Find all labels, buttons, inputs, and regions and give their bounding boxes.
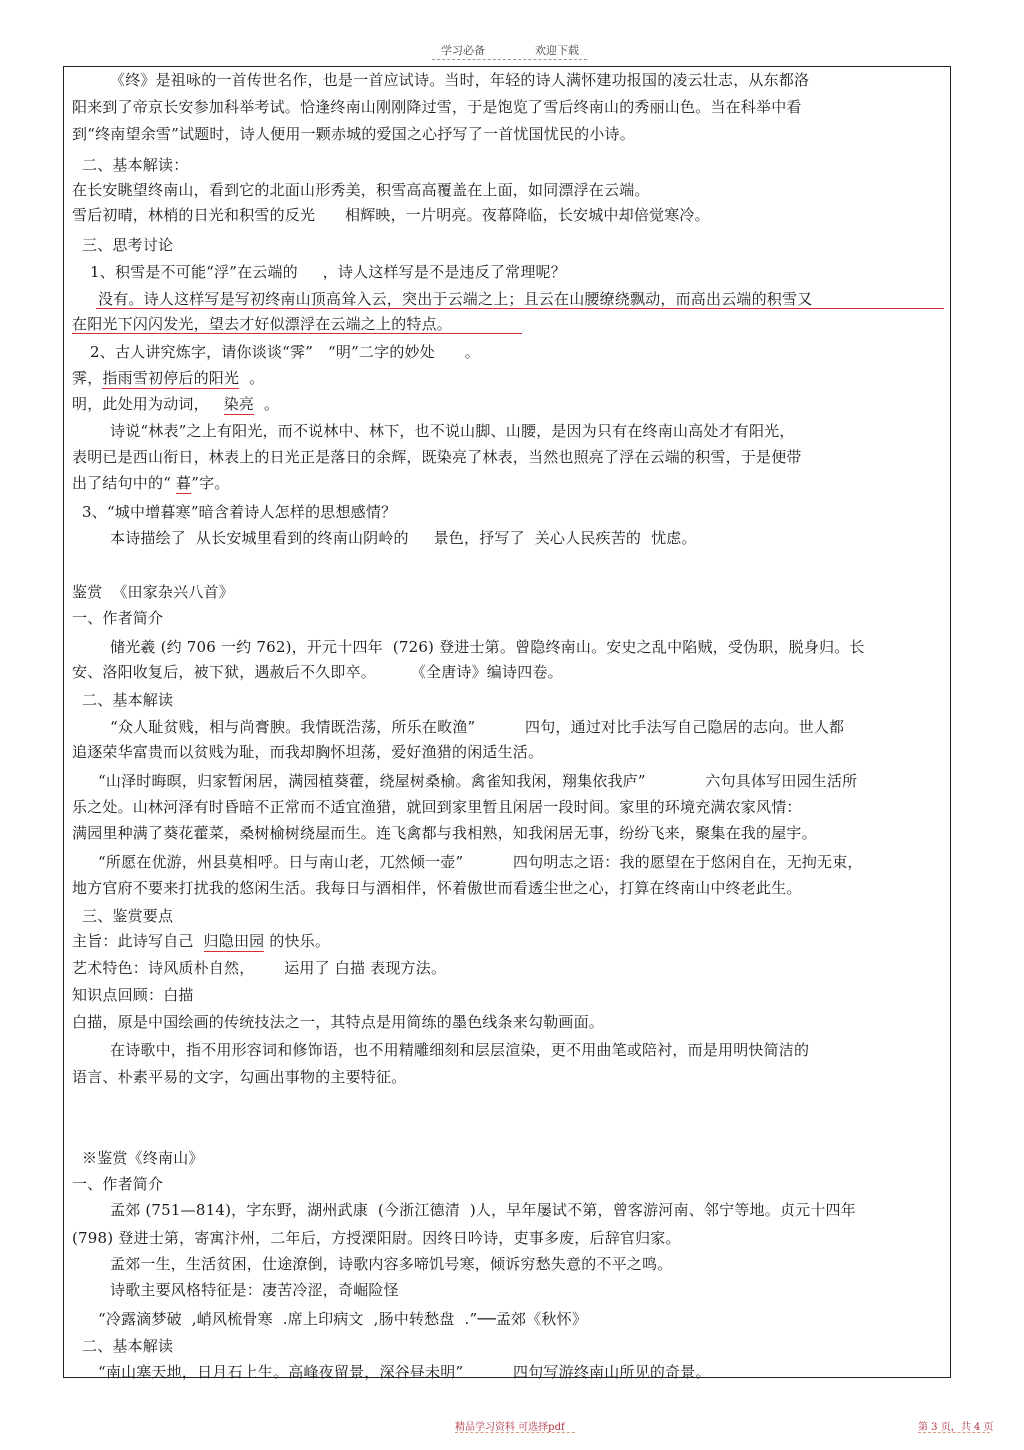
text-line — [72, 958, 446, 978]
line-text: 四句明志之语：我的愿望在于悠闲自在，无拘无束， — [463, 853, 863, 871]
line-text: 诗说“林表”之上有阳光，而不说林中、林下，也不说山脚、山腰，是因为只有在终南山高处才有阳光， — [110, 422, 795, 440]
line-text: 四句写游终南山所见的奇景。 — [463, 1363, 711, 1381]
line-text: 四句，通过对比手法写自己隐居的志向。世人都 — [475, 718, 845, 736]
text-line — [72, 662, 563, 682]
line-text: 艺术特色：诗风质朴自然， — [72, 959, 255, 977]
text-line — [110, 1040, 809, 1060]
text-line — [110, 1200, 856, 1220]
text-line — [72, 582, 234, 602]
text-line — [72, 797, 802, 817]
text-line — [72, 742, 543, 762]
line-text: 诗歌主要风格特征是：凄苦冷涩，奇崛险怪 — [110, 1281, 399, 1299]
text-line — [72, 180, 650, 200]
line-text: 没有。诗人这样写是写初终南山顶高耸入云，突出于云端之上；且云在山腰缭绕飘动，而高出云端的积雪又 — [98, 290, 813, 308]
text-line — [110, 70, 809, 90]
line-text: 景色，抒写了 关心人民疾苦的 忧虑。 — [408, 529, 697, 547]
text-line — [82, 1148, 204, 1168]
text-line — [90, 342, 480, 362]
footer-divider — [918, 1432, 990, 1433]
line-text: 明，此处用为动词， — [72, 395, 209, 413]
line-text: 阳来到了帝京长安参加科举考试。恰逢终南山刚刚降过雪，于是饱览了雪后终南山的秀丽山色。当在科举中看 — [72, 98, 802, 116]
line-text: ※鉴赏《终南山》 — [82, 1149, 204, 1167]
line-text: 的快乐。 — [264, 932, 331, 950]
answer-text: 暮 — [176, 474, 192, 492]
line-text: 本诗描绘了 从长安城里看到的终南山阴岭的 — [110, 529, 409, 547]
text-line — [72, 473, 230, 493]
text-line — [110, 1280, 399, 1300]
text-line — [72, 985, 194, 1005]
text-line — [98, 771, 857, 791]
line-text: 孟郊 (751—814)，字东野，湖州武康 (今浙江德清 )人，早年屡试不第，曾客游河南、邻宁等地。贞元十四年 — [110, 1201, 856, 1219]
line-text: ，诗人这样写是不是违反了常理呢？ — [297, 263, 566, 281]
footer-left-text: 精品学习资料 可选择pdf — [455, 1422, 565, 1433]
header-divider — [432, 59, 587, 60]
line-text: 乐之处。山林河泽有时昏暗不正常而不适宜渔猎，就回到家里暂且闲居一段时间。家里的环境充满农家风情： — [72, 798, 802, 816]
line-text: 一、作者简介 — [72, 609, 164, 627]
line-text: 一、作者简介 — [72, 1175, 164, 1193]
line-text: 三、思考讨论 — [82, 236, 174, 254]
text-line — [72, 97, 802, 117]
text-line — [82, 155, 188, 175]
text-line — [72, 1174, 163, 1194]
text-line — [110, 528, 697, 548]
line-text: 霁， — [72, 369, 103, 387]
text-line — [72, 394, 279, 414]
text-line — [98, 852, 863, 872]
line-text: 地方官府不要来打扰我的悠闲生活。我每日与酒相伴，怀着傲世而看透尘世之心，打算在终南山中终老此生。 — [72, 879, 802, 897]
line-text: 二、基本解读 — [82, 691, 174, 709]
line-text: 到“终南望余雪”试题时，诗人便用一颗赤城的爱国之心抒写了一首忧国忧民的小诗。 — [72, 125, 635, 143]
line-text: 相辉映，一片明亮。夜幕降临，长安城中却倍觉寒冷。 — [315, 206, 710, 224]
line-text: ”字。 — [191, 474, 230, 492]
line-text: 二、基本解读 — [82, 1337, 174, 1355]
text-line — [98, 289, 812, 309]
line-text: “冷露滴梦破 ,峭风梳骨寒 .席上印病文 ,肠中转愁盘 .”──孟郊《秋怀》 — [98, 1310, 588, 1328]
line-text: 白描，原是中国绘画的传统技法之一，其特点是用简练的墨色线条来勾勒画面。 — [72, 1013, 605, 1031]
answer-text: 指雨雪初停后的阳光 — [102, 369, 240, 387]
line-text: 2、古人讲究炼字，请你谈谈“霁” — [90, 343, 314, 361]
text-line — [110, 421, 795, 441]
line-text: “明”二字的妙处 — [313, 343, 435, 361]
text-line — [98, 1309, 587, 1329]
text-line — [72, 124, 635, 144]
header-left-text: 学习必备 — [441, 44, 485, 57]
line-text: 。 — [434, 343, 480, 361]
text-line — [72, 931, 330, 951]
text-line — [98, 1362, 711, 1382]
line-text: 三、鉴赏要点 — [82, 907, 174, 925]
line-text: 在诗歌中，指不用形容词和修饰语，也不用精雕细刻和层层渲染，更不用曲笔或陪衬，而是用明快简洁的 — [110, 1041, 810, 1059]
line-text: 追逐荣华富贵而以贫贱为耻，而我却胸怀坦荡，爱好渔猎的闲适生活。 — [72, 743, 544, 761]
line-text: 《终》是祖咏的一首传世名作，也是一首应试诗。当时，年轻的诗人满怀建功报国的凌云壮志，从东都洛 — [110, 71, 810, 89]
text-line — [110, 637, 865, 657]
line-text: 六句具体写田园生活所 — [645, 772, 858, 790]
text-line — [72, 1067, 406, 1087]
line-text: 1、积雪是不可能“浮”在云端的 — [90, 263, 298, 281]
text-line — [72, 205, 710, 225]
line-text: “南山塞天地，日月石上生。高峰夜留景，深谷昼未明” — [98, 1363, 464, 1381]
answer-underline — [96, 308, 944, 309]
line-text: 3、“城中增暮寒”暗含着诗人怎样的思想感情？ — [82, 503, 397, 521]
line-text: 表明已是西山衔日，林表上的日光正是落日的余辉，既染亮了林表，当然也照亮了浮在云端的积雪，于是便带 — [72, 448, 802, 466]
text-line — [110, 1254, 672, 1274]
line-text: 雪后初晴，林梢的日光和积雪的反光 — [72, 206, 316, 224]
text-line — [72, 314, 452, 334]
text-line — [82, 502, 396, 522]
text-line — [72, 608, 163, 628]
text-line — [82, 690, 173, 710]
answer-text: 归隐田园 — [203, 932, 265, 950]
answer-text: 染亮 — [223, 395, 255, 413]
text-line — [82, 235, 173, 255]
line-text: 主旨：此诗写自己 — [72, 932, 204, 950]
line-text: “众人耻贫贱，相与尚膏腴。我情既浩荡，所乐在畋渔” — [110, 718, 476, 736]
footer-divider — [455, 1432, 575, 1433]
line-text: 安、洛阳收复后，被下狱，遇赦后不久即卒。 — [72, 663, 377, 681]
text-line — [72, 447, 802, 467]
text-line — [90, 262, 566, 282]
line-text: “山泽时晦暝，归家暂闲居，满园植葵藿，绕屋树桑榆。禽雀知我闲，翔集依我庐” — [98, 772, 646, 790]
line-text: 二、基本解读： — [82, 156, 189, 174]
line-text: 。 — [239, 369, 265, 387]
answer-underline — [72, 333, 522, 334]
line-text: 鉴赏 《田家杂兴八首》 — [72, 583, 234, 601]
line-text: (798) 登进士第，寄寓汴州，二年后，方授溧阳尉。因终日吟诗，吏事多废，后辞官归家。 — [72, 1229, 681, 1247]
line-text: 运用了 白描 表现方法。 — [254, 959, 447, 977]
text-line — [72, 1228, 681, 1248]
line-text — [209, 395, 224, 413]
text-line — [82, 1336, 173, 1356]
line-text: 在阳光下闪闪发光，望去才好似漂浮在云端之上的特点。 — [72, 315, 453, 333]
header-right-text: 欢迎下载 — [535, 44, 579, 57]
page-header — [0, 42, 1024, 62]
text-line — [72, 823, 817, 843]
text-line — [72, 368, 264, 388]
line-text: “所愿在优游，州县莫相呼。日与南山老，兀然倾一壶” — [98, 853, 464, 871]
text-line — [72, 1012, 604, 1032]
line-text: 。 — [254, 395, 280, 413]
line-text: 出了结句中的“ — [72, 474, 177, 492]
line-text: 储光羲 (约 706 一约 762)，开元十四年 (726) 登进士第。曾隐终南山。安史之乱中陷贼，受伪职，脱身归。长 — [110, 638, 865, 656]
line-text: 语言、朴素平易的文字，勾画出事物的主要特征。 — [72, 1068, 407, 1086]
line-text: 知识点回顾：白描 — [72, 986, 194, 1004]
text-line — [82, 906, 173, 926]
text-line — [72, 878, 802, 898]
line-text: 满园里种满了葵花藿菜，桑树榆树绕屋而生。连飞禽都与我相熟，知我闲居无事，纷纷飞来，聚集在我的屋宇。 — [72, 824, 817, 842]
line-text: 在长安眺望终南山，看到它的北面山形秀美，积雪高高覆盖在上面，如同漂浮在云端。 — [72, 181, 650, 199]
line-text: 孟郊一生，生活贫困，仕途潦倒，诗歌内容多啼饥号寒，倾诉穷愁失意的不平之鸣。 — [110, 1255, 673, 1273]
footer-page-number: 第 3 页，共 4 页 — [918, 1422, 994, 1433]
line-text: 《全唐诗》编诗四卷。 — [376, 663, 563, 681]
text-line — [110, 717, 844, 737]
